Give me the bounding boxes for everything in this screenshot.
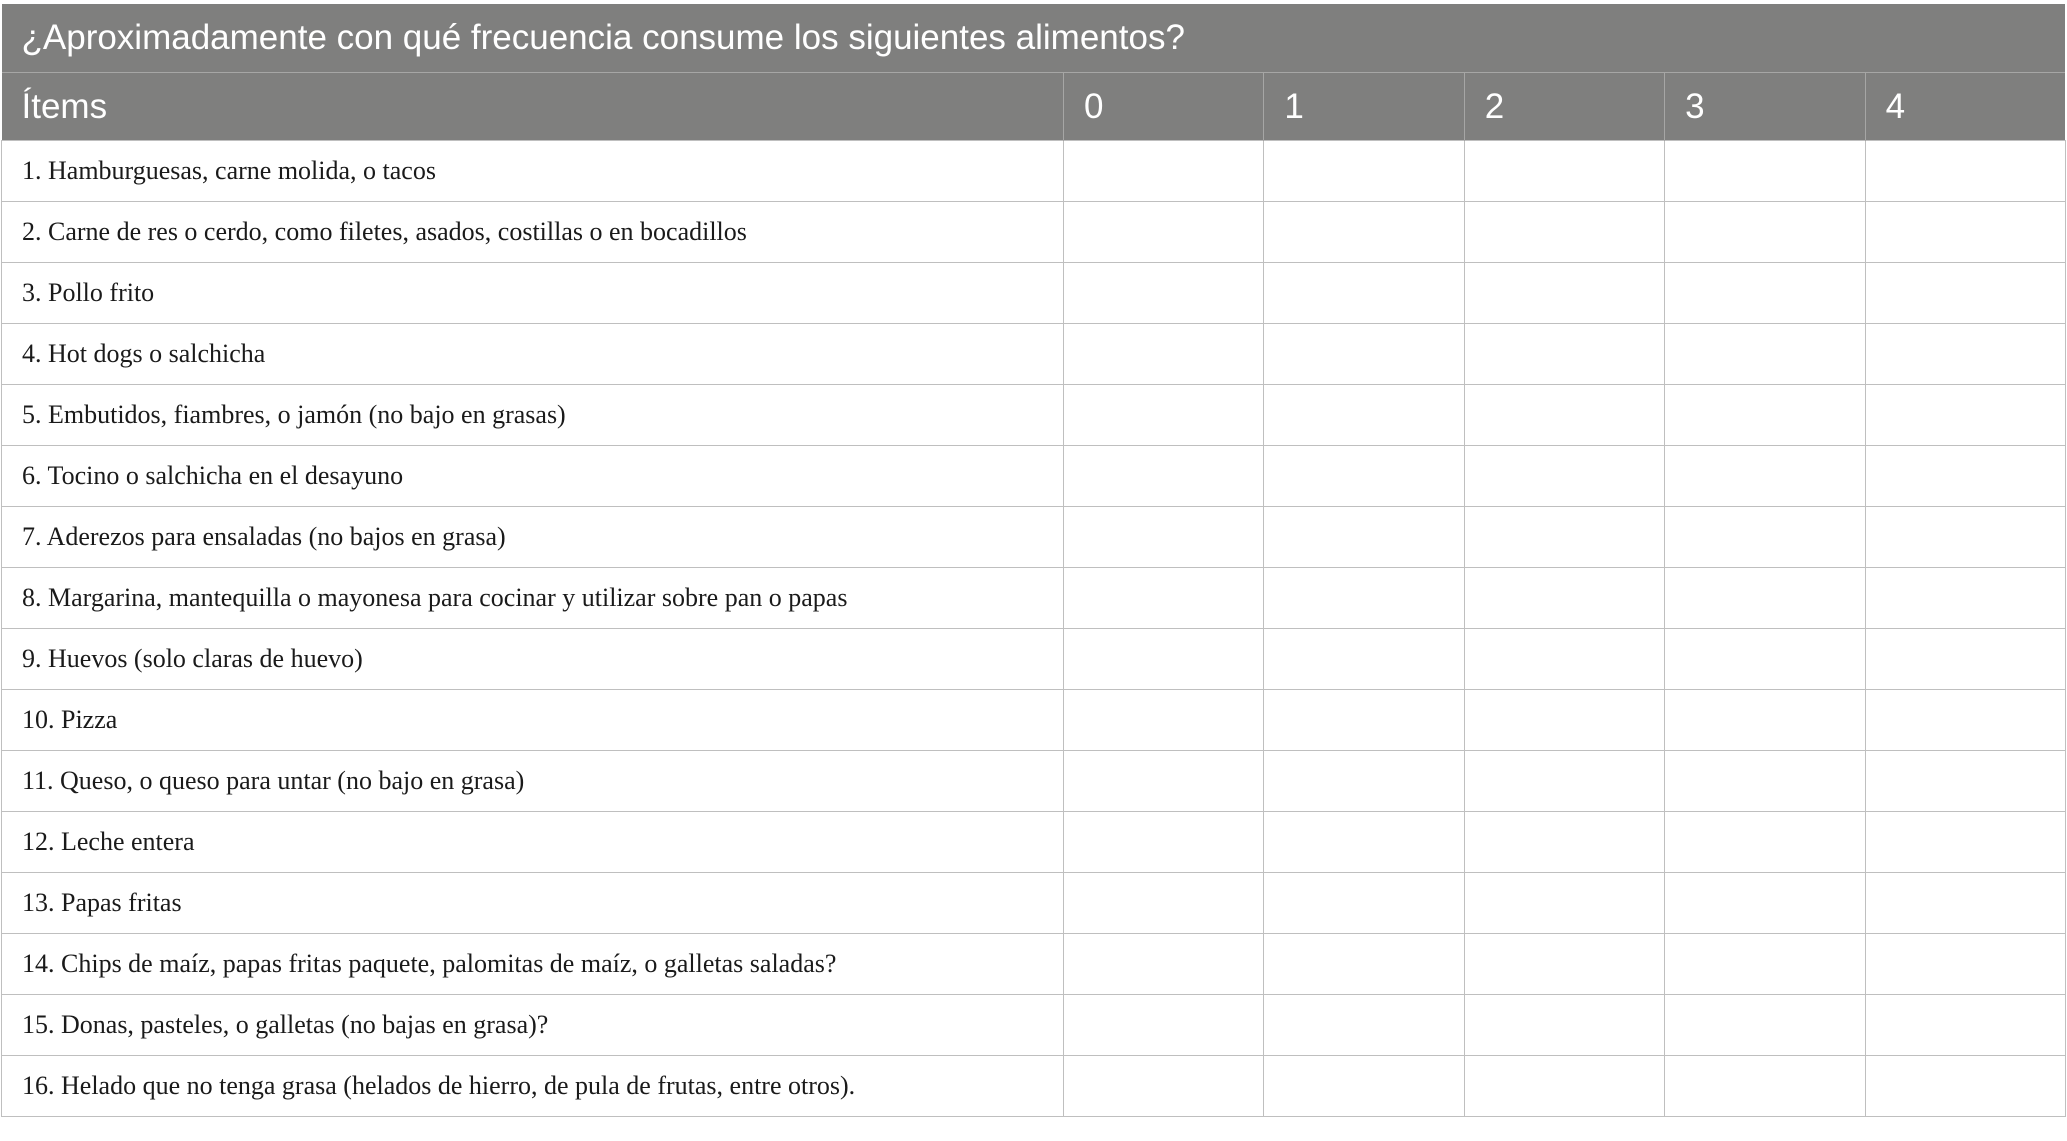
answer-cell-3[interactable] (1665, 263, 1865, 324)
answer-cell-0[interactable] (1064, 324, 1264, 385)
answer-cell-1[interactable] (1264, 629, 1464, 690)
answer-cell-3[interactable] (1665, 751, 1865, 812)
table-row (2, 934, 2066, 995)
answer-cell-0[interactable] (1064, 812, 1264, 873)
answer-cell-4[interactable] (1865, 995, 2065, 1056)
answer-cell-1[interactable] (1264, 873, 1464, 934)
answer-cell-3[interactable] (1665, 446, 1865, 507)
item-label: 12. Leche entera (2, 812, 1064, 873)
answer-cell-0[interactable] (1064, 934, 1264, 995)
answer-cell-4[interactable] (1865, 934, 2065, 995)
answer-cell-3[interactable] (1665, 934, 1865, 995)
item-rows (2, 141, 2066, 1117)
answer-cell-0[interactable] (1064, 263, 1264, 324)
table-row (2, 812, 2066, 873)
scale-header-1: 1 (1264, 73, 1464, 141)
table-row (2, 995, 2066, 1056)
answer-cell-3[interactable] (1665, 812, 1865, 873)
answer-cell-4[interactable] (1865, 1056, 2065, 1117)
table-row (2, 385, 2066, 446)
answer-cell-2[interactable] (1464, 324, 1664, 385)
answer-cell-2[interactable] (1464, 690, 1664, 751)
answer-cell-4[interactable] (1865, 446, 2065, 507)
answer-cell-0[interactable] (1064, 629, 1264, 690)
answer-cell-0[interactable] (1064, 141, 1264, 202)
table-row (2, 507, 2066, 568)
answer-cell-1[interactable] (1264, 690, 1464, 751)
answer-cell-3[interactable] (1665, 324, 1865, 385)
item-label: 8. Margarina, mantequilla o mayonesa para cocinar y utilizar sobre pan o papas (2, 568, 1064, 629)
answer-cell-1[interactable] (1264, 568, 1464, 629)
answer-cell-2[interactable] (1464, 1056, 1664, 1117)
item-label: 4. Hot dogs o salchicha (2, 324, 1064, 385)
scale-header-4: 4 (1865, 73, 2065, 141)
table-row (2, 263, 2066, 324)
answer-cell-0[interactable] (1064, 507, 1264, 568)
answer-cell-2[interactable] (1464, 629, 1664, 690)
answer-cell-4[interactable] (1865, 507, 2065, 568)
answer-cell-0[interactable] (1064, 568, 1264, 629)
answer-cell-2[interactable] (1464, 263, 1664, 324)
item-label: 13. Papas fritas (2, 873, 1064, 934)
answer-cell-1[interactable] (1264, 812, 1464, 873)
scale-header-3: 3 (1665, 73, 1865, 141)
item-label: 6. Tocino o salchicha en el desayuno (2, 446, 1064, 507)
answer-cell-1[interactable] (1264, 934, 1464, 995)
answer-cell-4[interactable] (1865, 873, 2065, 934)
answer-cell-4[interactable] (1865, 629, 2065, 690)
answer-cell-2[interactable] (1464, 873, 1664, 934)
table-row (2, 202, 2066, 263)
answer-cell-0[interactable] (1064, 751, 1264, 812)
item-label: 11. Queso, o queso para untar (no bajo en grasa) (2, 751, 1064, 812)
answer-cell-3[interactable] (1665, 141, 1865, 202)
answer-cell-3[interactable] (1665, 873, 1865, 934)
answer-cell-0[interactable] (1064, 690, 1264, 751)
answer-cell-1[interactable] (1264, 507, 1464, 568)
answer-cell-2[interactable] (1464, 995, 1664, 1056)
item-label: 10. Pizza (2, 690, 1064, 751)
answer-cell-0[interactable] (1064, 1056, 1264, 1117)
food-frequency-table (1, 4, 2066, 1117)
answer-cell-2[interactable] (1464, 751, 1664, 812)
answer-cell-2[interactable] (1464, 141, 1664, 202)
table-row (2, 446, 2066, 507)
answer-cell-4[interactable] (1865, 324, 2065, 385)
scale-header-0: 0 (1064, 73, 1264, 141)
answer-cell-4[interactable] (1865, 751, 2065, 812)
answer-cell-4[interactable] (1865, 568, 2065, 629)
answer-cell-2[interactable] (1464, 568, 1664, 629)
item-label: 2. Carne de res o cerdo, como filetes, asados, costillas o en bocadillos (2, 202, 1064, 263)
answer-cell-4[interactable] (1865, 690, 2065, 751)
answer-cell-3[interactable] (1665, 507, 1865, 568)
table-row (2, 690, 2066, 751)
answer-cell-3[interactable] (1665, 995, 1865, 1056)
answer-cell-3[interactable] (1665, 1056, 1865, 1117)
item-label: 5. Embutidos, fiambres, o jamón (no bajo en grasas) (2, 385, 1064, 446)
answer-cell-2[interactable] (1464, 385, 1664, 446)
table-row (2, 751, 2066, 812)
answer-cell-1[interactable] (1264, 751, 1464, 812)
answer-cell-3[interactable] (1665, 568, 1865, 629)
answer-cell-4[interactable] (1865, 141, 2065, 202)
item-label: 3. Pollo frito (2, 263, 1064, 324)
answer-cell-4[interactable] (1865, 202, 2065, 263)
table-row (2, 629, 2066, 690)
scale-header-2: 2 (1464, 73, 1664, 141)
answer-cell-0[interactable] (1064, 446, 1264, 507)
answer-cell-0[interactable] (1064, 995, 1264, 1056)
table-row (2, 141, 2066, 202)
item-label: 7. Aderezos para ensaladas (no bajos en grasa) (2, 507, 1064, 568)
answer-cell-0[interactable] (1064, 873, 1264, 934)
answer-cell-1[interactable] (1264, 1056, 1464, 1117)
answer-cell-2[interactable] (1464, 812, 1664, 873)
item-label: 14. Chips de maíz, papas fritas paquete, palomitas de maíz, o galletas saladas? (2, 934, 1064, 995)
answer-cell-1[interactable] (1264, 995, 1464, 1056)
answer-cell-2[interactable] (1464, 934, 1664, 995)
answer-cell-1[interactable] (1264, 263, 1464, 324)
table-row (2, 324, 2066, 385)
answer-cell-1[interactable] (1264, 141, 1464, 202)
answer-cell-2[interactable] (1464, 507, 1664, 568)
table-title-row (2, 4, 2066, 73)
table-row (2, 568, 2066, 629)
answer-cell-4[interactable] (1865, 263, 2065, 324)
items-column-header: Ítems (2, 73, 1064, 141)
answer-cell-1[interactable] (1264, 324, 1464, 385)
answer-cell-3[interactable] (1665, 385, 1865, 446)
answer-cell-0[interactable] (1064, 202, 1264, 263)
answer-cell-1[interactable] (1264, 202, 1464, 263)
answer-cell-3[interactable] (1665, 629, 1865, 690)
answer-cell-3[interactable] (1665, 202, 1865, 263)
answer-cell-4[interactable] (1865, 812, 2065, 873)
answer-cell-1[interactable] (1264, 446, 1464, 507)
item-label: 9. Huevos (solo claras de huevo) (2, 629, 1064, 690)
table-row (2, 873, 2066, 934)
answer-cell-4[interactable] (1865, 385, 2065, 446)
answer-cell-3[interactable] (1665, 690, 1865, 751)
answer-cell-0[interactable] (1064, 385, 1264, 446)
answer-cell-2[interactable] (1464, 446, 1664, 507)
column-header-row (2, 73, 2066, 141)
answer-cell-2[interactable] (1464, 202, 1664, 263)
item-label: 16. Helado que no tenga grasa (helados de hierro, de pula de frutas, entre otros). (2, 1056, 1064, 1117)
item-label: 15. Donas, pasteles, o galletas (no bajas en grasa)? (2, 995, 1064, 1056)
table-title: ¿Aproximadamente con qué frecuencia consume los siguientes alimentos? (2, 4, 2066, 73)
table-row (2, 1056, 2066, 1117)
answer-cell-1[interactable] (1264, 385, 1464, 446)
item-label: 1. Hamburguesas, carne molida, o tacos (2, 141, 1064, 202)
